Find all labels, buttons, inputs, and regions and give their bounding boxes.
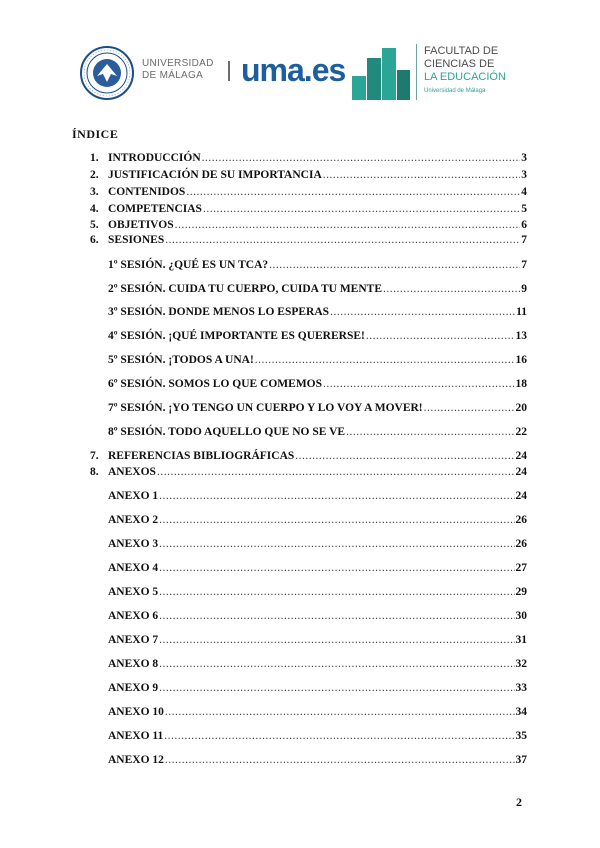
dot-leader: [346, 425, 514, 439]
toc-number: 1.: [90, 152, 99, 164]
dot-leader: [159, 489, 514, 503]
toc-annex-entry[interactable]: [108, 489, 527, 503]
toc-label: ANEXOS: [108, 466, 156, 478]
toc-page: 37: [515, 754, 527, 766]
dot-leader: [323, 377, 514, 391]
toc-page: 29: [515, 586, 527, 598]
toc-label: ANEXO 12: [108, 754, 164, 766]
dot-leader: [383, 282, 520, 296]
toc-session-entry[interactable]: [108, 305, 527, 319]
logo-divider: [228, 61, 230, 81]
faculty-name-line1: FACULTAD DE: [424, 45, 499, 57]
toc-entry[interactable]: [90, 449, 527, 463]
document-header: [80, 40, 520, 104]
dot-leader: [159, 633, 514, 647]
faculty-subtitle: Universidad de Málaga: [424, 88, 486, 94]
toc-page: 20: [515, 402, 527, 414]
toc-annex-entry[interactable]: [108, 657, 527, 671]
university-seal-icon: [80, 46, 134, 100]
toc-label: COMPETENCIAS: [108, 203, 202, 215]
toc-entry[interactable]: [90, 202, 527, 216]
university-name-line2: DE MÁLAGA: [142, 70, 204, 81]
toc-entry[interactable]: [90, 168, 527, 182]
dot-leader: [159, 657, 514, 671]
toc-label: ANEXO 6: [108, 610, 159, 622]
toc-session-entry[interactable]: [108, 377, 527, 391]
toc-label: 2º SESIÓN. CUIDA TU CUERPO, CUIDA TU MENTE: [108, 283, 382, 295]
toc-number: 4.: [90, 203, 99, 215]
dot-leader: [424, 401, 515, 415]
toc-page: 7: [521, 259, 527, 271]
toc-label: INTRODUCCIÓN: [108, 152, 201, 164]
toc-label: ANEXO 10: [108, 706, 164, 718]
university-name-line1: UNIVERSIDAD: [142, 58, 214, 69]
toc-page: 7: [521, 234, 527, 246]
dot-leader: [159, 609, 514, 623]
toc-entry[interactable]: [90, 185, 527, 199]
dot-leader: [295, 449, 514, 463]
dot-leader: [269, 258, 520, 272]
dot-leader: [330, 305, 515, 319]
toc-page: 3: [521, 169, 527, 181]
dot-leader: [157, 465, 515, 479]
toc-page: 9: [521, 283, 527, 295]
toc-number: 8.: [90, 466, 99, 478]
dot-leader: [159, 585, 514, 599]
toc-page: 32: [515, 658, 527, 670]
dot-leader: [165, 705, 515, 719]
toc-label: ANEXO 3: [108, 538, 159, 550]
toc-entry[interactable]: [90, 151, 527, 165]
toc-label: CONTENIDOS: [108, 186, 186, 198]
toc-number: 5.: [90, 219, 99, 231]
dot-leader: [366, 329, 515, 343]
faculty-divider: [416, 44, 417, 100]
page-number: 2: [516, 795, 522, 809]
toc-label: REFERENCIAS BIBLIOGRÁFICAS: [108, 450, 295, 462]
toc-label: 8º SESIÓN. TODO AQUELLO QUE NO SE VE: [108, 426, 346, 438]
dot-leader: [175, 218, 521, 232]
toc-annex-entry[interactable]: [108, 729, 527, 743]
toc-label: ANEXO 7: [108, 634, 159, 646]
dot-leader: [202, 151, 521, 165]
toc-page: 18: [515, 378, 527, 390]
dot-leader: [159, 513, 514, 527]
toc-page: 31: [515, 634, 527, 646]
toc-session-entry[interactable]: [108, 353, 527, 367]
toc-page: 11: [516, 306, 527, 318]
toc-label: 4º SESIÓN. ¡QUÉ IMPORTANTE ES QUERERSE!: [108, 330, 365, 342]
toc-label: SESIONES: [108, 234, 165, 246]
dot-leader: [159, 681, 514, 695]
dot-leader: [165, 753, 515, 767]
toc-number: 6.: [90, 234, 99, 246]
dot-leader: [203, 202, 520, 216]
toc-label: ANEXO 1: [108, 490, 159, 502]
toc-page: 34: [515, 706, 527, 718]
toc-number: 3.: [90, 186, 99, 198]
university-name: [142, 58, 232, 82]
toc-label: OBJETIVOS: [108, 219, 174, 231]
dot-leader: [186, 185, 520, 199]
toc-label: 5º SESIÓN. ¡TODOS A UNA!: [108, 354, 254, 366]
toc-session-entry[interactable]: [108, 401, 527, 415]
toc-annex-entry[interactable]: [108, 753, 527, 767]
dot-leader: [255, 353, 515, 367]
toc-page: 24: [515, 450, 527, 462]
faculty-name: [424, 45, 534, 95]
toc-page: 35: [515, 730, 527, 742]
toc-number: 2.: [90, 169, 99, 181]
toc-entry[interactable]: [90, 218, 527, 232]
toc-label: 1º SESIÓN. ¿QUÉ ES UN TCA?: [108, 259, 269, 271]
toc-session-entry[interactable]: [108, 258, 527, 272]
toc-annex-entry[interactable]: [108, 561, 527, 575]
toc-label: ANEXO 11: [108, 730, 164, 742]
toc-label: 7º SESIÓN. ¡YO TENGO UN CUERPO Y LO VOY A MOVER!: [108, 402, 423, 414]
toc-annex-entry[interactable]: [108, 585, 527, 599]
toc-session-entry[interactable]: [108, 282, 527, 296]
toc-page: 24: [515, 466, 527, 478]
index-title: ÍNDICE: [72, 127, 119, 141]
toc-page: 27: [515, 562, 527, 574]
toc-annex-entry[interactable]: [108, 681, 527, 695]
toc-label: ANEXO 4: [108, 562, 159, 574]
dot-leader: [165, 233, 520, 247]
toc-label: ANEXO 5: [108, 586, 159, 598]
toc-page: 16: [515, 354, 527, 366]
dot-leader: [159, 537, 514, 551]
toc-page: 26: [515, 538, 527, 550]
toc-annex-entry[interactable]: [108, 513, 527, 527]
toc-page: 22: [515, 426, 527, 438]
dot-leader: [164, 729, 514, 743]
toc-label: ANEXO 2: [108, 514, 159, 526]
toc-page: 3: [521, 152, 527, 164]
toc-number: 7.: [90, 450, 99, 462]
toc-page: 6: [521, 219, 527, 231]
toc-page: 33: [515, 682, 527, 694]
toc-session-entry[interactable]: [108, 329, 527, 343]
toc-annex-entry[interactable]: [108, 609, 527, 623]
uma-logo: uma.es: [241, 52, 346, 88]
toc-annex-entry[interactable]: [108, 537, 527, 551]
toc-page: 5: [521, 203, 527, 215]
faculty-name-line2: CIENCIAS DE: [424, 58, 495, 70]
toc-entry[interactable]: [90, 233, 527, 247]
dot-leader: [323, 168, 521, 182]
toc-entry[interactable]: [90, 465, 527, 479]
toc-session-entry[interactable]: [108, 425, 527, 439]
toc-label: ANEXO 9: [108, 682, 159, 694]
toc-annex-entry[interactable]: [108, 633, 527, 647]
toc-annex-entry[interactable]: [108, 705, 527, 719]
toc-label: JUSTIFICACIÓN DE SU IMPORTANCIA: [108, 169, 322, 181]
toc-page: 26: [515, 514, 527, 526]
dot-leader: [159, 561, 514, 575]
toc-page: 24: [515, 490, 527, 502]
faculty-name-line3: LA EDUCACIÓN: [424, 71, 506, 83]
toc-page: 30: [515, 610, 527, 622]
faculty-logo-icon: [352, 48, 410, 100]
toc-label: 3º SESIÓN. DONDE MENOS LO ESPERAS: [108, 306, 330, 318]
toc-page: 13: [515, 330, 527, 342]
toc-label: ANEXO 8: [108, 658, 159, 670]
toc-page: 4: [521, 186, 527, 198]
toc-label: 6º SESIÓN. SOMOS LO QUE COMEMOS: [108, 378, 323, 390]
